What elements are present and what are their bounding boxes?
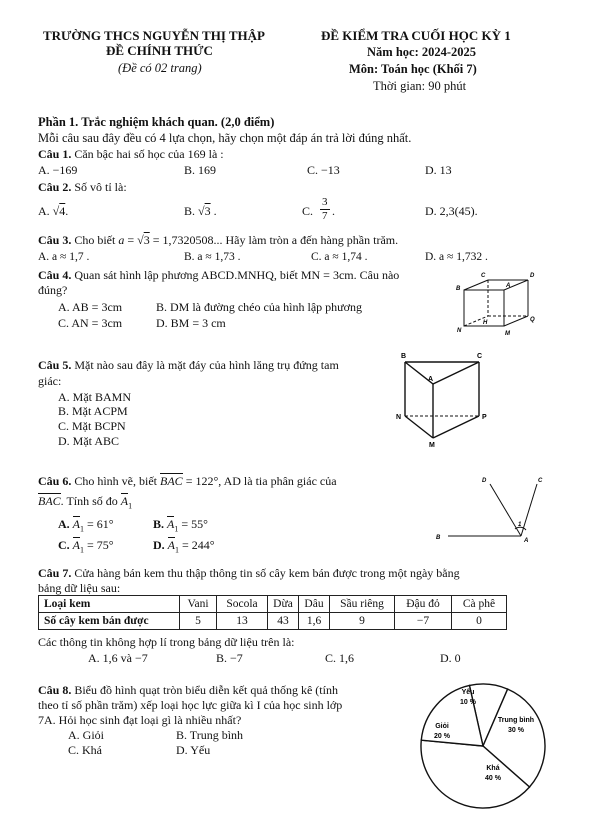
angle-label-d: D xyxy=(482,478,487,484)
q8-option-d: D. Yếu xyxy=(176,743,211,757)
exam-time: Thời gian: 90 phút xyxy=(373,79,467,93)
table-cell: Sầu riêng xyxy=(330,596,395,613)
q8-option-c: C. Khá xyxy=(68,743,102,757)
q7-option-d: D. 0 xyxy=(440,651,461,665)
table-cell: 5 xyxy=(180,613,217,630)
q3-option-b: B. a ≈ 1,73 . xyxy=(184,251,241,263)
prism-label-b: B xyxy=(401,353,407,360)
q3-option-c: C. a ≈ 1,74 . xyxy=(311,251,368,263)
q5-stem: Câu 5. Mặt nào sau đây là mặt đáy của hình lăng trụ đứng tam xyxy=(38,358,339,372)
table-cell: 0 xyxy=(452,613,507,630)
q8-stem-line2: theo tỉ số phần trăm) xếp loại học lực giữa kì I của học sinh lớp xyxy=(38,698,343,712)
q7-option-b: B. −7 xyxy=(216,651,243,665)
table-cell: −7 xyxy=(395,613,452,630)
q5-stem-line2: giác: xyxy=(38,374,62,388)
table-cell: 1,6 xyxy=(299,613,330,630)
q4-option-c: C. AN = 3cm xyxy=(58,316,123,330)
cube-label-b: B xyxy=(456,286,461,292)
table-header-flavor: Loại kem xyxy=(39,596,180,613)
q2-option-d: D. 2,3(45). xyxy=(425,204,478,218)
angle-label-b: B xyxy=(436,535,441,541)
angle-label-c: C xyxy=(538,478,543,484)
table-cell: 43 xyxy=(268,613,299,630)
pie-label-kha-name: Khá xyxy=(486,765,500,772)
q8-option-b: B. Trung bình xyxy=(176,728,244,742)
part1-title: Phần 1. Trắc nghiệm khách quan. (2,0 điểm) xyxy=(38,115,275,129)
table-cell: Socola xyxy=(217,596,268,613)
q6-option-a: A. $A_1 = 61^\circ$ xyxy=(58,517,114,534)
q3-option-a: A. a ≈ 1,7 . xyxy=(38,251,90,263)
q3-option-d: D. a ≈ 1,732 . xyxy=(425,251,488,263)
q7-option-a: A. 1,6 và −7 xyxy=(88,651,148,665)
cube-label-a: A xyxy=(506,283,511,289)
school-year: Năm học: 2024-2025 xyxy=(367,45,477,59)
q1-option-d: D. 13 xyxy=(425,163,452,177)
q5-option-c: C. Mặt BCPN xyxy=(58,419,126,433)
cube-label-q: Q xyxy=(530,317,535,323)
q2-option-a: A. √4. xyxy=(38,204,69,218)
prism-label-c: C xyxy=(477,353,483,360)
q2-stem: Câu 2. Số vô tỉ là: xyxy=(38,180,127,194)
q4-stem: Câu 4. Quan sát hình lập phương ABCD.MNHQ, biết MN = 3cm. Câu nào xyxy=(38,268,400,282)
cube-label-c: C xyxy=(481,273,486,279)
q4-option-b: B. DM là đường chéo của hình lập phương xyxy=(156,300,362,314)
cube-label-m: M xyxy=(505,331,510,337)
cube-label-d: D xyxy=(530,273,535,279)
table-cell: 13 xyxy=(217,613,268,630)
q1-option-c: C. −13 xyxy=(307,163,340,177)
table-cell: 9 xyxy=(330,613,395,630)
q6-option-c: C. $A_1 = 75^\circ$ xyxy=(58,538,114,555)
table-cell: Cà phê xyxy=(452,596,507,613)
q7-stem: Câu 7. Cửa hàng bán kem thu thập thông tin số cây kem bán được trong một ngày bằng xyxy=(38,566,460,580)
pie-value-label: 40 % xyxy=(485,775,501,782)
exam-title: ĐỀ KIỂM TRA CUỐI HỌC KỲ 1 xyxy=(321,28,511,43)
cube-label-n: N xyxy=(457,328,462,334)
pie-label-tb-name: Trung bình xyxy=(497,717,535,724)
q3-stem: Câu 3. Cho biết a = √3 = 1,7320508... Hãy làm tròn a đến hàng phần trăm. xyxy=(38,233,399,247)
pie-value-label: 30 % xyxy=(508,727,524,734)
table-row xyxy=(39,596,507,613)
page-count: (Đề có 02 trang) xyxy=(118,61,202,75)
q5-option-a: A. Mặt BAMN xyxy=(58,390,132,404)
table-header-count: Số cây kem bán được xyxy=(39,613,180,630)
q5-option-b: B. Mặt ACPM xyxy=(58,404,128,418)
part1-instruction: Mỗi câu sau đây đều có 4 lựa chọn, hãy chọn một đáp án trả lời đúng nhất. xyxy=(38,131,412,145)
prism-label-a: A xyxy=(428,376,434,383)
table-cell: Đậu đỏ xyxy=(395,596,452,613)
q6-option-d: D. $A_1 = 244^\circ$ xyxy=(153,538,215,555)
table-cell: Dâu xyxy=(299,596,330,613)
pie-label-yeu-name: Yếu xyxy=(461,689,475,696)
school-name: TRƯỜNG THCS NGUYỄN THỊ THẬP xyxy=(43,28,266,43)
q7-question: Các thông tin không hợp lí trong bảng dữ liệu trên là: xyxy=(38,635,295,649)
prism-label-n: N xyxy=(396,414,402,421)
pie-value-label: 10 % xyxy=(460,699,476,706)
q4-option-a: A. AB = 3cm xyxy=(58,300,123,314)
angle-figure xyxy=(430,474,550,544)
prism-label-m: M xyxy=(429,442,435,449)
table-cell: Dừa xyxy=(268,596,299,613)
q4-stem-line2: đúng? xyxy=(38,283,68,297)
pie-value-label: 20 % xyxy=(434,733,450,740)
q4-option-d: D. BM = 3 cm xyxy=(156,316,226,330)
q6-option-b: B. $A_1 = 55^\circ$ xyxy=(153,517,208,534)
q6-stem-line2: BAC. Tính số đo $A_1$ xyxy=(38,494,133,511)
angle-label-a: A xyxy=(524,538,529,544)
q1-option-a: A. −169 xyxy=(38,163,78,177)
subject: Môn: Toán học (Khối 7) xyxy=(349,62,477,76)
q2-option-b: B. √3 . xyxy=(184,204,217,218)
q1-option-b: B. 169 xyxy=(184,163,217,177)
pie-label-gioi-name: Giỏi xyxy=(435,723,449,730)
q7-option-c: C. 1,6 xyxy=(325,651,355,665)
official-label: ĐỀ CHÍNH THỨC xyxy=(106,43,213,58)
q6-stem: Câu 6. Cho hình vẽ, biết BAC = 122°, AD là tia phân giác của xyxy=(38,474,337,488)
q8-option-a: A. Giỏi xyxy=(68,728,104,742)
table-row xyxy=(39,613,507,630)
q5-option-d: D. Mặt ABC xyxy=(58,434,120,448)
prism-label-p: P xyxy=(482,414,487,421)
table-cell: Vani xyxy=(180,596,217,613)
q8-stem: Câu 8. Biểu đồ hình quạt tròn biểu diễn kết quả thống kê (tính xyxy=(38,683,338,697)
cube-figure xyxy=(450,268,540,340)
prism-figure xyxy=(395,348,495,450)
cube-label-h: H xyxy=(483,320,488,326)
q7-stem-line2: bảng dữ liệu sau: xyxy=(38,581,121,595)
q1-stem: Câu 1. Căn bậc hai số học của 169 là : xyxy=(38,147,224,161)
ice-cream-table xyxy=(38,595,507,630)
angle-label-1: 1 xyxy=(518,522,522,528)
pie-chart xyxy=(418,672,553,822)
q8-stem-line3: 7A. Hỏi học sinh đạt loại gì là nhiều nhất? xyxy=(38,713,242,727)
